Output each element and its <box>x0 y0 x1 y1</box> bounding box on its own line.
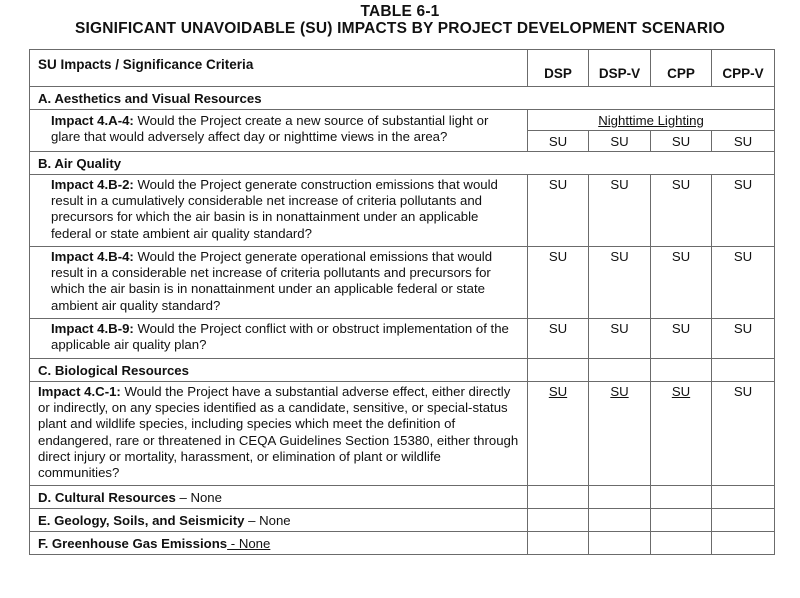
su-value: SU <box>528 382 589 486</box>
empty-cell <box>589 359 651 382</box>
section-heading-ghg: F. Greenhouse Gas Emissions - None <box>30 532 528 555</box>
section-row <box>30 486 775 509</box>
su-value: SU <box>651 175 712 247</box>
section-heading-geology: E. Geology, Soils, and Seismicity – None <box>30 509 528 532</box>
column-header-cpp: CPP <box>651 50 712 87</box>
impact-id: Impact 4.B-9: <box>51 321 134 336</box>
impact-text: Would the Project generate operational emissions that would result in a considerable net increase of criteria pollutants and precursors for which the air basin is in nonattainment under an applicable federal or state ambient air quality standard? <box>51 249 493 313</box>
table-row <box>30 110 775 131</box>
impact-id: Impact 4.C-1: <box>38 384 121 399</box>
empty-cell <box>528 509 589 532</box>
criteria-header: SU Impacts / Significance Criteria <box>30 50 528 87</box>
section-row <box>30 532 775 555</box>
su-value: SU <box>712 382 775 486</box>
table-title: SIGNIFICANT UNAVOIDABLE (SU) IMPACTS BY PROJECT DEVELOPMENT SCENARIO <box>74 20 725 37</box>
impact-text: Would the Project conflict with or obstruct implementation of the applicable air quality plan? <box>51 321 509 353</box>
impact-text: Would the Project have a substantial adverse effect, either directly or indirectly, on any species identified as a candidate, sensitive, or special-status plant and wildlife species, including species which meet the definition of endangered, rare or threatened in CEQA Guidelines Section 15380, either through direct injury or mortality, harassment, or elimination of plant or wildlife communities? <box>38 384 519 481</box>
su-value: SU <box>712 247 775 319</box>
su-value: SU <box>528 319 589 359</box>
section-row <box>30 152 775 175</box>
section-heading-air-quality: B. Air Quality <box>30 152 775 175</box>
impact-id: Impact 4.B-4: <box>51 249 134 264</box>
su-value: SU <box>528 247 589 319</box>
empty-cell <box>651 486 712 509</box>
section-row <box>30 509 775 532</box>
impact-id: Impact 4.B-2: <box>51 177 134 192</box>
empty-cell <box>528 486 589 509</box>
su-value: SU <box>651 319 712 359</box>
su-value: SU <box>712 175 775 247</box>
su-value: SU <box>589 382 651 486</box>
empty-cell <box>589 532 651 555</box>
su-value: SU <box>651 382 712 486</box>
impact-text: Would the Project create a new source of substantial light or glare that would adversely affect day or nighttime views in the area? <box>51 113 489 145</box>
su-value: SU <box>528 131 589 152</box>
empty-cell <box>651 532 712 555</box>
empty-cell <box>528 359 589 382</box>
impact-criteria-cell <box>30 110 528 152</box>
impact-criteria-cell <box>30 319 528 359</box>
section-heading-cultural: D. Cultural Resources – None <box>30 486 528 509</box>
column-header-dsp-v: DSP-V <box>589 50 651 87</box>
empty-cell <box>589 486 651 509</box>
empty-cell <box>712 532 775 555</box>
empty-cell <box>712 509 775 532</box>
empty-cell <box>651 359 712 382</box>
su-value: SU <box>589 319 651 359</box>
empty-cell <box>589 509 651 532</box>
table-row <box>30 247 775 319</box>
column-header-cpp-v: CPP-V <box>712 50 775 87</box>
impact-criteria-cell <box>30 175 528 247</box>
su-value: SU <box>589 247 651 319</box>
empty-cell <box>712 486 775 509</box>
su-value: SU <box>712 131 775 152</box>
column-header-dsp: DSP <box>528 50 589 87</box>
impact-criteria-cell <box>30 247 528 319</box>
empty-cell <box>712 359 775 382</box>
nighttime-lighting-label: Nighttime Lighting <box>528 110 775 131</box>
impact-criteria-cell <box>30 382 528 486</box>
impact-id: Impact 4.A-4: <box>51 113 134 128</box>
empty-cell <box>651 509 712 532</box>
su-value: SU <box>589 131 651 152</box>
section-heading-biological: C. Biological Resources <box>30 359 528 382</box>
section-heading-aesthetics: A. Aesthetics and Visual Resources <box>30 87 775 110</box>
table-row <box>30 382 775 486</box>
impact-text: Would the Project generate construction emissions that would result in a cumulatively considerable net increase of criteria pollutants and precursors for which the air basin is in nonattainment under an applicable federal or state ambient air quality standard? <box>51 177 498 241</box>
su-value: SU <box>528 175 589 247</box>
header-row <box>30 50 775 87</box>
su-value: SU <box>712 319 775 359</box>
su-value: SU <box>589 175 651 247</box>
su-value: SU <box>651 131 712 152</box>
table-row <box>30 319 775 359</box>
section-row <box>30 87 775 110</box>
impacts-table <box>29 49 775 555</box>
section-row <box>30 359 775 382</box>
empty-cell <box>528 532 589 555</box>
su-value: SU <box>651 247 712 319</box>
table-number: TABLE 6-1 <box>360 3 440 20</box>
table-row <box>30 175 775 247</box>
